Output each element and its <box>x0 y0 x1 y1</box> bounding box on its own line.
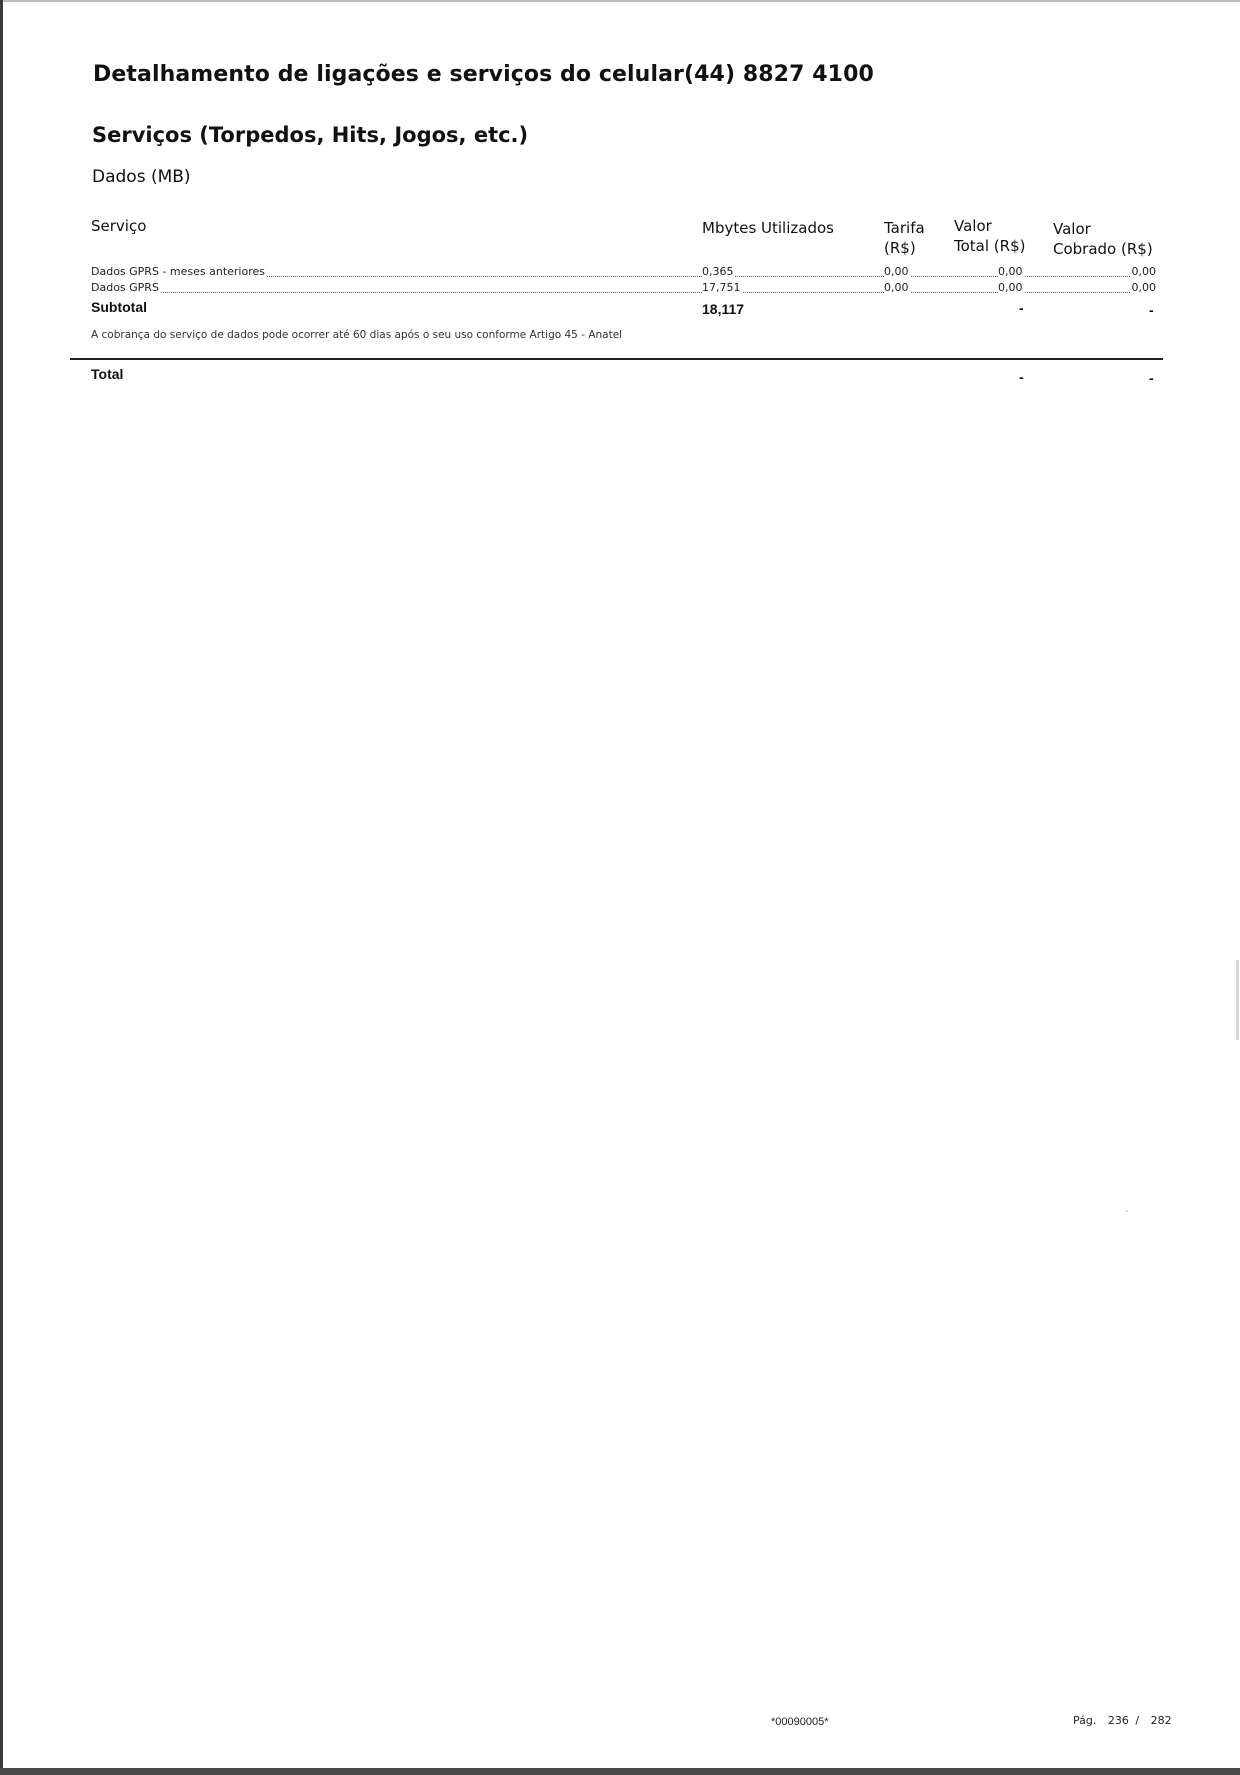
header-mbytes: Mbytes Utilizados <box>702 219 834 237</box>
cell-mbytes: 17,751 <box>702 281 741 294</box>
scan-top-edge <box>0 0 1240 2</box>
row-leader <box>91 292 1156 293</box>
cell-valor-total: 0,00 <box>998 281 1023 294</box>
table-row <box>91 281 1156 295</box>
header-valor-cobrado: Valor Cobrado (R$) <box>1053 220 1153 258</box>
page-number <box>1073 1714 1172 1727</box>
total-label: Total <box>91 366 124 382</box>
billing-note: A cobrança do serviço de dados pode ocorrer até 60 dias após o seu uso conforme Artigo 45 - Anatel <box>91 329 623 341</box>
document-barcode-text: *00090005* <box>771 1716 829 1728</box>
cell-tarifa: 0,00 <box>884 281 909 294</box>
table-row <box>91 265 1156 279</box>
cell-valor-total: 0,00 <box>998 265 1023 278</box>
scan-bottom-edge <box>0 1768 1240 1775</box>
cell-tarifa: 0,00 <box>884 265 909 278</box>
total-valor-cobrado: - <box>1149 370 1154 386</box>
header-tarifa: Tarifa (R$) <box>884 219 925 257</box>
cell-servico: Dados GPRS <box>91 281 159 294</box>
scan-speck <box>1126 1210 1128 1212</box>
cell-mbytes: 0,365 <box>702 265 734 278</box>
subtotal-mbytes: 18,117 <box>702 301 745 317</box>
cell-valor-cobrado: 0,00 <box>1131 281 1156 294</box>
total-divider <box>70 358 1163 360</box>
page-total: 282 <box>1150 1714 1172 1727</box>
header-valor-total: Valor Total (R$) <box>954 217 1026 255</box>
subtotal-valor-total: - <box>1019 300 1024 316</box>
cell-servico: Dados GPRS - meses anteriores <box>91 265 265 278</box>
page-separator: / <box>1135 1714 1140 1727</box>
section-title: Serviços (Torpedos, Hits, Jogos, etc.) <box>92 123 529 147</box>
scan-left-edge <box>0 0 3 1775</box>
header-servico: Serviço <box>91 217 147 235</box>
page-label: Pág. <box>1073 1714 1097 1727</box>
subtotal-label: Subtotal <box>91 299 147 315</box>
subtotal-valor-cobrado: - <box>1149 302 1154 318</box>
scan-speck <box>1236 960 1239 1040</box>
page-title: Detalhamento de ligações e serviços do celular(44) 8827 4100 <box>93 62 874 87</box>
total-valor-total: - <box>1019 369 1024 385</box>
page-current: 236 <box>1107 1714 1129 1727</box>
subsection-title: Dados (MB) <box>92 167 191 187</box>
cell-valor-cobrado: 0,00 <box>1131 265 1156 278</box>
